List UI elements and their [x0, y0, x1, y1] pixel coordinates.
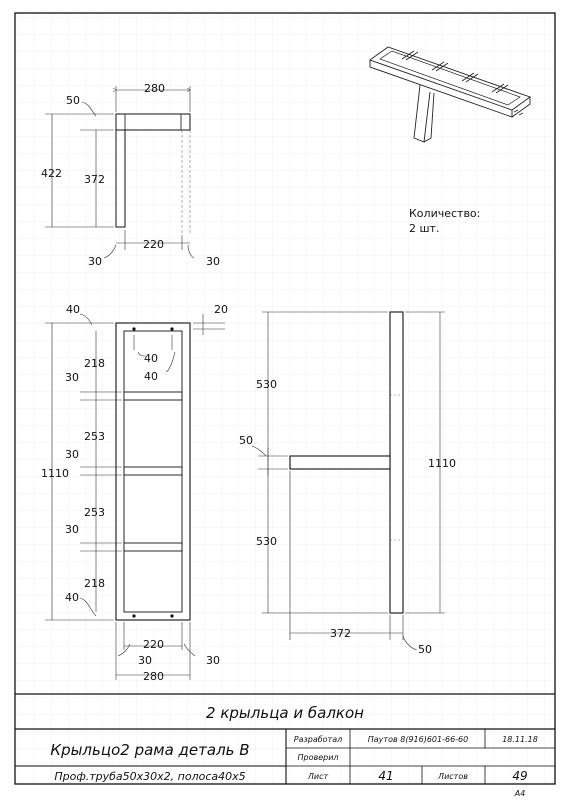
hole — [132, 614, 135, 617]
dim-front-hole-top: 20 — [214, 303, 228, 316]
dim-front-gap2: 253 — [84, 430, 105, 443]
dim-front-height-total: 1110 — [41, 467, 69, 480]
dim-top-left-wall: 30 — [88, 255, 102, 268]
front-crossbar-3 — [124, 543, 182, 551]
material-spec: Проф.труба50х30х2, полоса40х5 — [54, 770, 246, 783]
hole — [170, 614, 173, 617]
dim-front-bottom-offset: 40 — [65, 591, 79, 604]
dim-front-hole-left: 40 — [66, 303, 80, 316]
part-name: Крыльцо2 рама деталь В — [50, 741, 250, 759]
dim-front-bar3: 30 — [65, 523, 79, 536]
dim-front-width-total: 280 — [143, 670, 164, 683]
dim-side-height-total: 1110 — [428, 457, 456, 470]
checked-label: Проверил — [297, 753, 339, 762]
developer-name: Паутов 8(916)601-66-60 — [367, 735, 469, 744]
side-post — [390, 312, 403, 613]
front-crossbar-1 — [124, 392, 182, 400]
dim-top-right-wall: 30 — [206, 255, 220, 268]
dim-top-width: 280 — [144, 82, 165, 95]
top-view-post — [116, 114, 125, 227]
dim-top-inner-width: 220 — [143, 238, 164, 251]
dim-side-post-width: 50 — [418, 643, 432, 656]
sheet-label: Лист — [307, 772, 329, 781]
paper-format: А4 — [514, 789, 526, 798]
dim-front-gap4: 218 — [84, 577, 105, 590]
dim-front-gap3: 253 — [84, 506, 105, 519]
dim-front-hole-y: 40 — [144, 370, 158, 383]
dim-front-wall-right: 30 — [206, 654, 220, 667]
top-view-rail — [116, 114, 190, 130]
dim-front-hole-x: 40 — [144, 352, 158, 365]
project-title: 2 крыльца и балкон — [206, 704, 364, 722]
dim-front-inner-width: 220 — [143, 638, 164, 651]
hole — [132, 327, 135, 330]
dim-front-gap1: 218 — [84, 357, 105, 370]
side-arm — [290, 456, 390, 469]
dim-side-upper: 530 — [256, 378, 277, 391]
sheet-number: 41 — [378, 769, 394, 783]
sheets-label: Листов — [438, 772, 468, 781]
sheets-total: 49 — [512, 769, 528, 783]
front-crossbar-2 — [124, 467, 182, 475]
developed-label: Разработал — [293, 735, 343, 744]
dim-front-bar2: 30 — [65, 448, 79, 461]
drawing-date: 18.11.18 — [502, 735, 538, 744]
dim-side-arm: 50 — [239, 434, 253, 447]
dim-front-wall-left: 30 — [138, 654, 152, 667]
quantity-value: 2 шт. — [409, 222, 440, 235]
dim-side-arm-length: 372 — [330, 627, 351, 640]
dim-top-height-total: 422 — [41, 167, 62, 180]
quantity-label: Количество: — [409, 207, 481, 220]
dim-side-lower: 530 — [256, 535, 277, 548]
hole — [170, 327, 173, 330]
dim-front-bar1: 30 — [65, 371, 79, 384]
dim-top-height-inner: 372 — [84, 173, 105, 186]
dim-top-flange: 50 — [66, 94, 80, 107]
